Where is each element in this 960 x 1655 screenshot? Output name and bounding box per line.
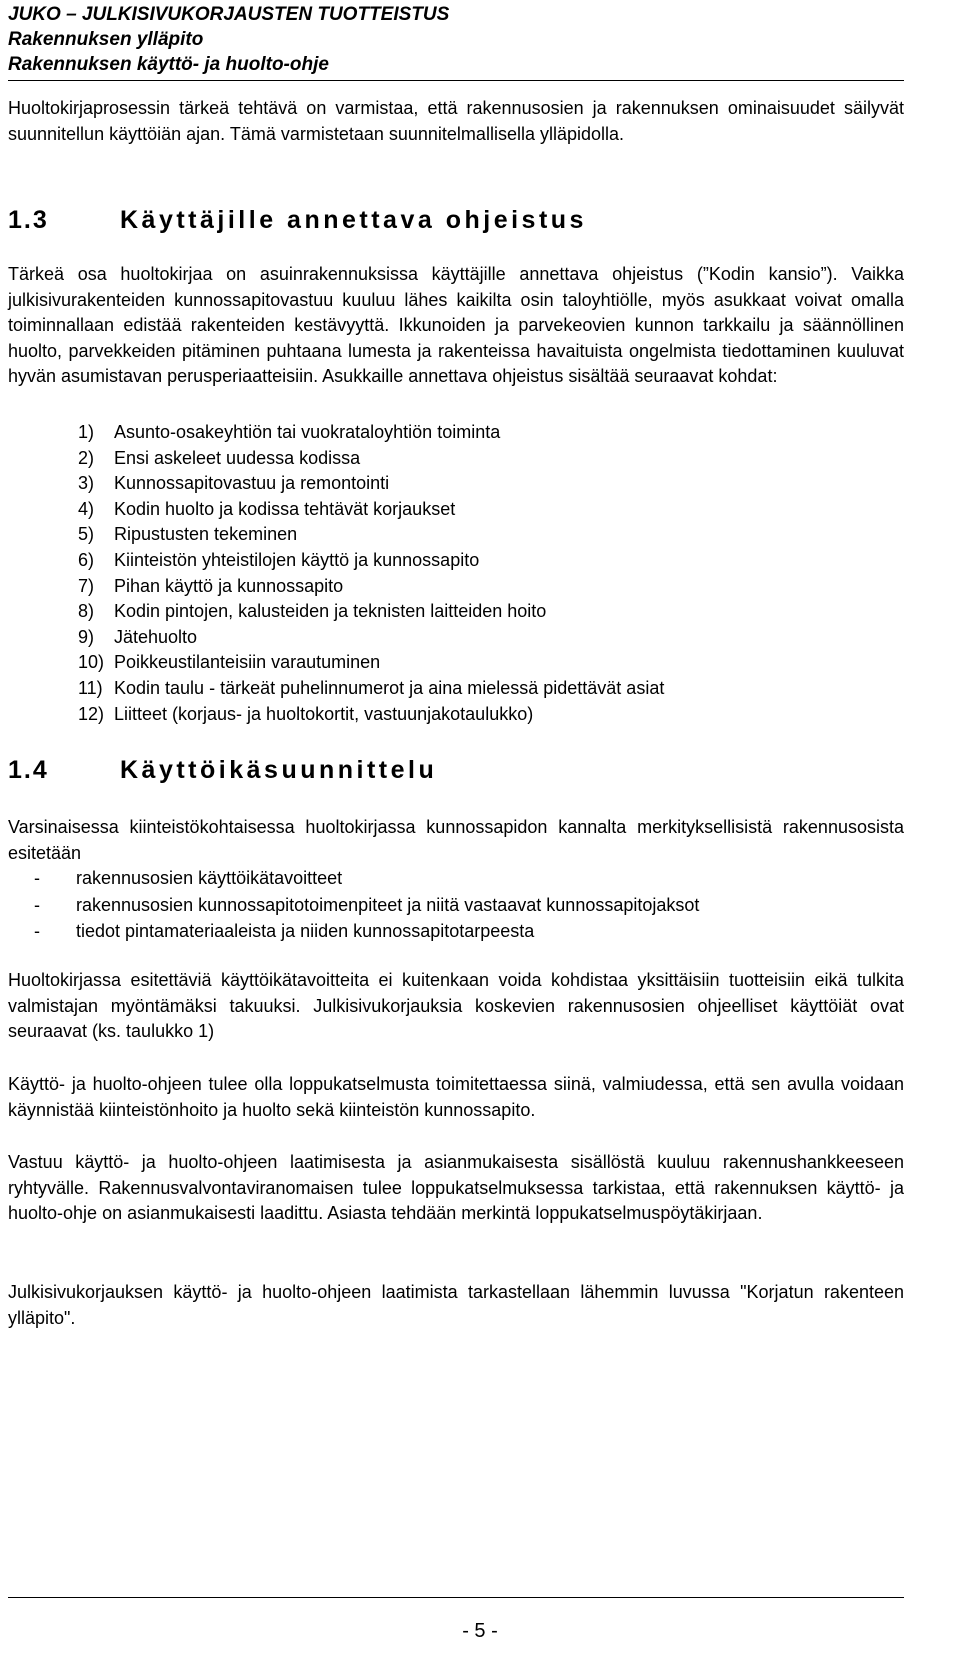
section-heading-1-3 [8, 206, 587, 235]
list-item [78, 702, 664, 728]
section-1-4-paragraph-4: Vastuu käyttö- ja huolto-ohjeen laatimisesta ja asianmukaisesta sisällöstä kuuluu rakennushankkeeseen ryhtyvälle. Rakennusvalvontaviranomaisen tulee loppukatselmuksessa tarkistaa, että rakennuksen käyttö- ja huolto-ohje on asianmukaisesti laadittu. Asiasta tehdään merkintä loppukatselmuspöytäkirjaan. [8, 1152, 904, 1223]
dash-list-item [34, 865, 699, 892]
list-item [78, 599, 664, 625]
list-item-number: 5) [78, 524, 95, 545]
list-item-text: Jätehuolto [114, 626, 198, 647]
dash-list [34, 865, 699, 945]
list-item [78, 574, 664, 600]
list-item [78, 548, 664, 574]
dash-list-item-text: rakennusosien kunnossapitotoimenpiteet ja niitä vastaavat kunnossapitojaksot [76, 894, 700, 915]
list-item-text: Pihan käyttö ja kunnossapito [114, 575, 344, 596]
section-1-4-paragraph-5: Julkisivukorjauksen käyttö- ja huolto-ohjeen laatimista tarkastellaan lähemmin luvussa "Korjatun rakenteen ylläpito". [8, 1282, 904, 1328]
section-title: Käyttöikäsuunnittelu [120, 756, 438, 784]
list-item-number: 6) [78, 549, 95, 570]
list-item-text: Kunnossapitovastuu ja remontointi [114, 473, 390, 494]
section-heading-1-4 [8, 756, 437, 785]
section-1-4-paragraph-2: Huoltokirjassa esitettäviä käyttöikätavoitteita ei kuitenkaan voida kohdistaa yksittäisiin tuotteisiin eikä tulkita valmistajan myöntämäksi takuuksi. Julkisivukorjauksia koskevien rakennusosien ohjeelliset käyttöiät ovat seuraavat (ks. taulukko 1) [8, 970, 904, 1041]
section-1-4-paragraph-1: Varsinaisessa kiinteistökohtaisessa huoltokirjassa kunnossapidon kannalta merkityksellisistä rakennusosista esitetään [8, 817, 904, 863]
dash-bullet: - [34, 921, 40, 941]
list-item-text: Kiinteistön yhteistilojen käyttö ja kunnossapito [114, 549, 480, 570]
list-item-number: 8) [78, 601, 95, 622]
list-item-number: 1) [78, 422, 95, 442]
list-item-text: Asunto-osakeyhtiön tai vuokrataloyhtiön toiminta [114, 422, 501, 442]
list-item-number: 11) [78, 677, 103, 698]
list-item-number: 9) [78, 626, 95, 647]
list-item-text: Poikkeustilanteisiin varautuminen [114, 652, 381, 673]
page-header [8, 2, 449, 77]
list-item [78, 471, 664, 497]
list-item-number: 4) [78, 498, 95, 519]
list-item [78, 497, 664, 523]
dash-list-item-text: rakennusosien käyttöikätavoitteet [76, 868, 343, 888]
list-item [78, 676, 664, 702]
list-item-text: Kodin pintojen, kalusteiden ja teknisten laitteiden hoito [114, 601, 547, 622]
dash-list-item-text: tiedot pintamateriaaleista ja niiden kunnossapitotarpeesta [76, 921, 535, 941]
section-1-3-paragraph: Tärkeä osa huoltokirjaa on asuinrakennuksissa käyttäjille annettava ohjeistus (”Kodin kansio”). Vaikka julkisivurakenteiden kunnossapitovastuu kuuluu lähes kaikilta osin taloyhtiölle, myös asukkaat voivat omalla toiminnallaan edistää rakenteiden kestävyyttä. Ikkunoiden ja parvekeovien kunnon tarkkailu ja säännöllinen huolto, parvekkeiden pitäminen puhtaana lumesta ja rakenteissa havaituista ongelmista tiedottaminen kuuluvat hyvän asumistavan perusperiaatteisiin. Asukkaille annettava ohjeistus sisältää seuraavat kohdat: [8, 264, 904, 386]
header-document-name: Rakennuksen käyttö- ja huolto-ohje [8, 54, 329, 75]
list-item [78, 420, 664, 446]
list-item-number: 2) [78, 447, 95, 468]
list-item-number: 7) [78, 575, 95, 596]
dash-list-item [34, 918, 699, 945]
dash-bullet: - [34, 868, 40, 888]
dash-bullet: - [34, 894, 40, 915]
list-item-text: Ripustusten tekeminen [114, 524, 298, 545]
header-title: JUKO – JULKISIVUKORJAUSTEN TUOTTEISTUS [8, 4, 450, 25]
footer-divider [8, 1597, 904, 1598]
section-1-4-paragraph-3: Käyttö- ja huolto-ohjeen tulee olla loppukatselmusta toimitettaessa siinä, valmiudessa, että sen avulla voidaan käynnistää kiinteistönhoito ja huolto sekä kiinteistön kunnossapito. [8, 1074, 904, 1120]
section-title: Käyttäjille annettava ohjeistus [120, 206, 587, 234]
list-item-text: Kodin huolto ja kodissa tehtävät korjaukset [114, 498, 456, 519]
section-number: 1.3 [8, 206, 49, 234]
section-number: 1.4 [8, 756, 49, 784]
list-item-text: Ensi askeleet uudessa kodissa [114, 447, 361, 468]
list-item [78, 446, 664, 472]
page-number: - 5 - [462, 1620, 498, 1642]
header-divider [8, 80, 904, 81]
list-item [78, 650, 664, 676]
list-item [78, 522, 664, 548]
header-subtitle: Rakennuksen ylläpito [8, 29, 204, 50]
list-item-number: 10) [78, 652, 105, 673]
intro-paragraph: Huoltokirjaprosessin tärkeä tehtävä on varmistaa, että rakennusosien ja rakennuksen ominaisuudet säilyvät suunnitellun käyttöiän ajan. Tämä varmistetaan suunnitelmallisella ylläpidolla. [8, 98, 904, 144]
dash-list-item [34, 892, 699, 919]
list-item-text: Liitteet (korjaus- ja huoltokortit, vastuunjakotaulukko) [114, 703, 534, 724]
list-item-number: 3) [78, 473, 95, 494]
list-item [78, 625, 664, 651]
list-item-number: 12) [78, 703, 105, 724]
list-item-text: Kodin taulu - tärkeät puhelinnumerot ja aina mielessä pidettävät asiat [114, 677, 665, 698]
numbered-list [78, 420, 664, 727]
